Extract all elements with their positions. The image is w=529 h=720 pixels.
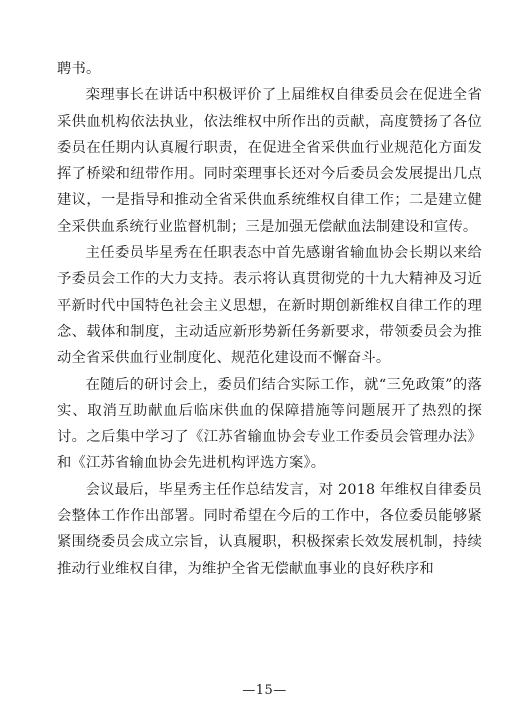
body-text — [57, 56, 482, 582]
page-number: —15— — [242, 683, 287, 698]
paragraph-seminar: 在随后的研讨会上，委员们结合实际工作，就“三免政策”的落实、取消互助献血后临床供血的保障措施等问题展开了热烈的探讨。之后集中学习了《江苏省输血协会专业工作委员会管理办法》和《江苏省输血协会先进机构评选方案》。 — [57, 376, 482, 472]
paragraph-director-statement: 主任委员毕星秀在任职表态中首先感谢省输血协会长期以来给予委员会工作的大力支持。表示将认真贯彻党的十九大精神及习近平新时代中国特色社会主义思想，在新时期创新维权自律工作的理念、载体和制度，主动适应新形势新任务新要求，带领委员会为推动全省采供血行业制度化、规范化建设而不懈奋斗。 — [57, 245, 482, 367]
paragraph-chairman-speech: 栾理事长在讲话中积极评价了上届维权自律委员会在促进全省采供血机构依法执业，依法维权中所作出的贡献，高度赞扬了各位委员在任期内认真履行职责，在促进全省采供血行业规范化方面发挥了桥梁和纽带作用。同时栾理事长还对今后委员会发展提出几点建议，一是指导和推动全省采供血系统维权自律工作；二是建立健全采供血系统行业监督机制；三是加强无偿献血法制建设和宣传。 — [57, 87, 482, 235]
paragraph-continuation: 聘书。 — [57, 61, 101, 77]
paragraph-closing: 会议最后，毕星秀主任作总结发言，对 2018 年维权自律委员会整体工作作出部署。同时希望在今后的工作中，各位委员能够紧紧围绕委员会成立宗旨，认真履职，积极探索长效发展机制，持续推动行业维权自律，为维护全省无偿献血事业的良好秩序和 — [57, 481, 482, 577]
